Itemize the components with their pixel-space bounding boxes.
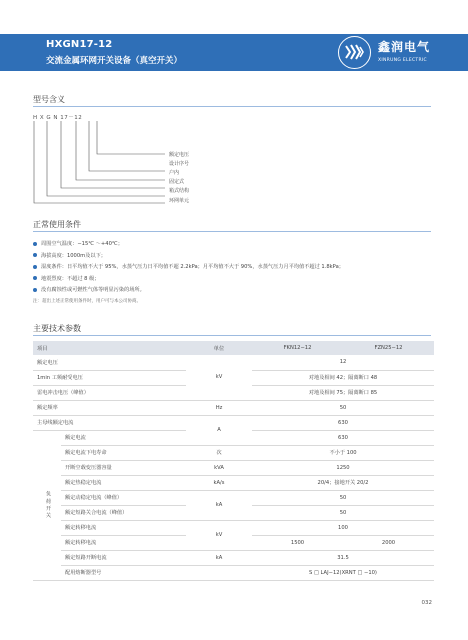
table-row: 雷电冲击电压（峰值） 对地及相间 75；隔离断口 85	[33, 385, 434, 400]
bullet-dot-icon	[33, 253, 37, 257]
section-divider	[33, 106, 431, 107]
table-row: 额定短路关合电流（峰值） 50	[33, 505, 434, 520]
tree-label: 环网单元	[169, 198, 190, 204]
section-title-conditions: 正常使用条件	[33, 220, 81, 229]
tree-label: 箱式结构	[169, 188, 190, 194]
section-title-model: 型号含义	[33, 95, 65, 104]
list-item: 湿度条件：日平均值不大于 95%，水蒸气压力日平均值不超 2.2kPa；月平均值不大于 90%，水蒸气压力月平均值不超过 1.8kPa；	[33, 261, 433, 273]
table-header: 项目	[33, 341, 186, 355]
table-row: 额定动稳定电流（峰值） kA 50	[33, 490, 434, 505]
tree-label: 额定电压	[169, 152, 190, 158]
table-row: 额定热稳定电流 kA/s 20/4；接地开关 20/2	[33, 475, 434, 490]
bullet-dot-icon	[33, 265, 37, 269]
bullet-dot-icon	[33, 288, 37, 292]
conditions-list	[33, 238, 433, 296]
bullet-dot-icon	[33, 276, 37, 280]
bullet-dot-icon	[33, 242, 37, 246]
brand-en: XINRUNG ELECTRIC	[378, 58, 427, 63]
list-item: 地震烈度：不超过 8 级；	[33, 273, 433, 285]
brand-cn: 鑫润电气	[378, 40, 431, 54]
page-number: 032	[421, 600, 432, 606]
brand-name	[378, 38, 430, 63]
table-header-row	[33, 341, 434, 355]
model-code: H X G N 17－12	[33, 115, 83, 121]
table-row: 额定电流下电寿命 次 不小于 100	[33, 445, 434, 460]
table-row: 额定短路开断电流 kA 31.5	[33, 550, 434, 565]
model-code-tree	[33, 118, 173, 208]
table-row: 额定频率 Hz 50	[33, 400, 434, 415]
tree-label: 户内	[169, 170, 180, 176]
tree-label: 固定式	[169, 179, 185, 185]
section-divider	[33, 231, 431, 232]
section-divider	[33, 335, 431, 336]
table-row: 主母线额定电流 A 630	[33, 415, 434, 430]
list-item: 海拔高度：1000m及以下；	[33, 250, 433, 262]
side-label: 负荷开关	[33, 430, 61, 580]
model-subtitle: 交流金属环网开关设备（真空开关）	[46, 56, 183, 66]
table-header: 单位	[186, 341, 252, 355]
list-item: 周围空气温度：−15℃ ～+40℃；	[33, 238, 433, 250]
table-header: FKN12−12	[252, 341, 343, 355]
list-item: 没有腐蚀性或可燃性气体等明显污染的场所。	[33, 284, 433, 296]
table-row: 配用熔断器型号 S □ LAJ−12(XRNT □ −10)	[33, 565, 434, 580]
table-row: 额定电压 kV 12	[33, 355, 434, 370]
table-row: 额定转移电流 kV 100	[33, 520, 434, 535]
table-header: FZN25−12	[343, 341, 434, 355]
tree-label: 设计序号	[169, 161, 190, 167]
section-title-specs: 主要技术参数	[33, 324, 81, 333]
table-row: 负荷开关 额定电流 630	[33, 430, 434, 445]
table-row: 开断空载变压器容量 kVA 1250	[33, 460, 434, 475]
model-title: HXGN17-12	[46, 39, 113, 50]
conditions-note: 注：超出上述正常使用条件时，用户可与本公司协商。	[33, 299, 141, 304]
table-row: 额定转移电流 1500 2000	[33, 535, 434, 550]
table-row: 1min 工频耐受电压 对地及相间 42；隔离断口 48	[33, 370, 434, 385]
spec-table	[33, 341, 434, 581]
brand-logo-icon	[338, 36, 371, 69]
